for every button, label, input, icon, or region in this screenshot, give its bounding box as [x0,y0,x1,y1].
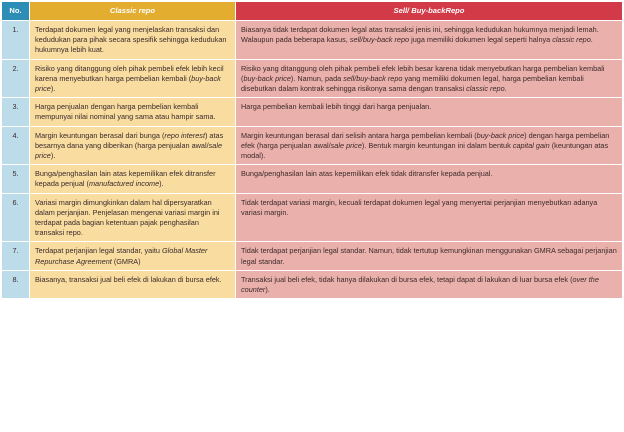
row-number: 5. [2,165,30,193]
text-segment: Harga penjualan dengan harga pembelian kembali mempunyai nilai nominal yang sama atau hampir sama. [35,102,216,122]
italic-term: manufactured income [88,179,160,189]
text-segment: yang memiliki dokumen legal, harga pembelian kembali disebutkan dalam kontrak sehingga risikonya sama dengan transaksi [241,73,584,94]
text-segment: Variasi margin dimungkinkan dalam hal dipersyaratkan dalam perjanjian. Penjelasan mengenai variasi margin ini terdapat pada bagian ketentuan pajak penghasilan transaksi repo. [35,197,220,238]
text-segment: Biasanya, transaksi jual beli efek di lakukan di bursa efek. [35,274,222,284]
italic-term: sell/buy-back repo [349,35,410,45]
text-segment: ) dengan harga pembelian efek (harga penjualan awal/ [241,130,610,150]
classic-repo-cell [30,21,236,60]
classic-repo-cell [30,242,236,270]
text-segment: Transaksi jual beli efek, tidak hanya dilakukan di bursa efek, tetapi dapat di lakukan di luar bursa efek ( [241,274,573,284]
text-segment: ). [50,151,56,161]
row-number: 3. [2,98,30,126]
italic-term: classic repo [466,84,505,94]
text-segment: ). [159,179,164,189]
table-row [2,165,623,193]
text-segment: Tidak terdapat variasi margin, kecuali terdapat dokumen legal yang menyertai perjanjian menyebutkan adanya variasi margin. [241,197,598,217]
classic-repo-cell [30,193,236,242]
classic-repo-cell [30,98,236,126]
table-header-row [2,2,623,21]
repo-comparison-table [1,1,623,299]
text-segment: Risiko yang ditanggung oleh pihak pembeli efek lebih besar karena tidak menyebutkan harga pembelian kembali ( [241,63,605,83]
row-number: 6. [2,193,30,242]
header-no: No. [2,2,30,21]
sell-buyback-repo-cell [236,193,623,242]
table-row [2,193,623,242]
italic-term: sale price [330,140,362,150]
table-row [2,126,623,165]
sell-buyback-repo-cell [236,98,623,126]
text-segment: ) atas besarnya dana yang diberikan (harga penjualan awal/ [35,130,224,150]
classic-repo-cell [30,270,236,298]
text-segment: (keuntungan atas modal). [241,140,609,161]
text-segment: Harga pembelian kembali lebih tinggi dari harga penjualan. [241,102,432,112]
text-segment: Bunga/penghasilan lain atas kepemilikan efek tidak ditransfer kepada penjual. [241,169,493,179]
header-classic-repo: Classic repo [30,2,236,21]
text-segment: (GMRA) [111,256,141,266]
italic-term: over the counter [241,274,599,295]
header-sell-buyback-repo: Sell/ Buy-backRepo [236,2,623,21]
text-segment: ). Namun, pada [290,73,344,83]
text-segment: juga memiliki dokumen legal seperti halnya [409,35,553,45]
text-segment: . [504,84,507,94]
sell-buyback-repo-cell [236,165,623,193]
row-number: 1. [2,21,30,60]
text-segment: Terdapat dokumen legal yang menjelaskan transaksi dan kedudukan para pihak secara spesifik sehingga kedudukan hukumnya lebih kuat. [35,25,227,55]
text-segment: Margin keuntungan berasal dari bunga ( [35,130,165,140]
classic-repo-cell [30,126,236,165]
italic-term: sell/buy-back repo [343,73,403,83]
text-segment: Risiko yang ditanggung oleh pihak pembeli efek lebih kecil karena menyebutkan harga pembelian kembali ( [35,63,224,83]
text-segment: Margin keuntungan berasal dari selisih antara harga pembelian kembali ( [241,130,477,140]
sell-buyback-repo-cell [236,270,623,298]
text-segment: . [590,35,593,45]
table-row [2,242,623,270]
table-row [2,98,623,126]
table-row [2,59,623,98]
table-row [2,21,623,60]
italic-term: sale price [35,140,223,161]
table-body [2,21,623,299]
text-segment: ). Bentuk margin keuntungan ini dalam bentuk [361,140,513,150]
table-row [2,270,623,298]
sell-buyback-repo-cell [236,242,623,270]
text-segment: Biasanya tidak terdapat dokumen legal atas transaksi jenis ini, sehingga kedudukan hukumnya menjadi lemah. Walaupun pada beberapa kasus, [241,25,599,45]
italic-term: classic repo [552,35,591,45]
sell-buyback-repo-cell [236,21,623,60]
sell-buyback-repo-cell [236,59,623,98]
italic-term: buy-back price [476,130,525,140]
classic-repo-cell [30,165,236,193]
row-number: 7. [2,242,30,270]
italic-term: buy-back price [35,73,221,94]
italic-term: Global Master Repurchase Agreement [35,246,208,266]
text-segment: ). [50,84,56,94]
text-segment: Terdapat perjanjian legal standar, yaitu [35,246,162,256]
row-number: 4. [2,126,30,165]
sell-buyback-repo-cell [236,126,623,165]
italic-term: capital gain [512,140,550,150]
italic-term: repo interest [164,130,205,140]
row-number: 8. [2,270,30,298]
text-segment: Tidak terdapat perjanjian legal standar. Namun, tidak tertutup kemungkinan menggunakan GMRA sebagai perjanjian legal standar. [241,246,617,266]
text-segment: Bunga/penghasilan lain atas kepemilikan efek ditransfer kepada penjual ( [35,169,216,189]
italic-term: buy-back price [243,73,291,83]
row-number: 2. [2,59,30,98]
classic-repo-cell [30,59,236,98]
text-segment: ). [265,285,270,295]
